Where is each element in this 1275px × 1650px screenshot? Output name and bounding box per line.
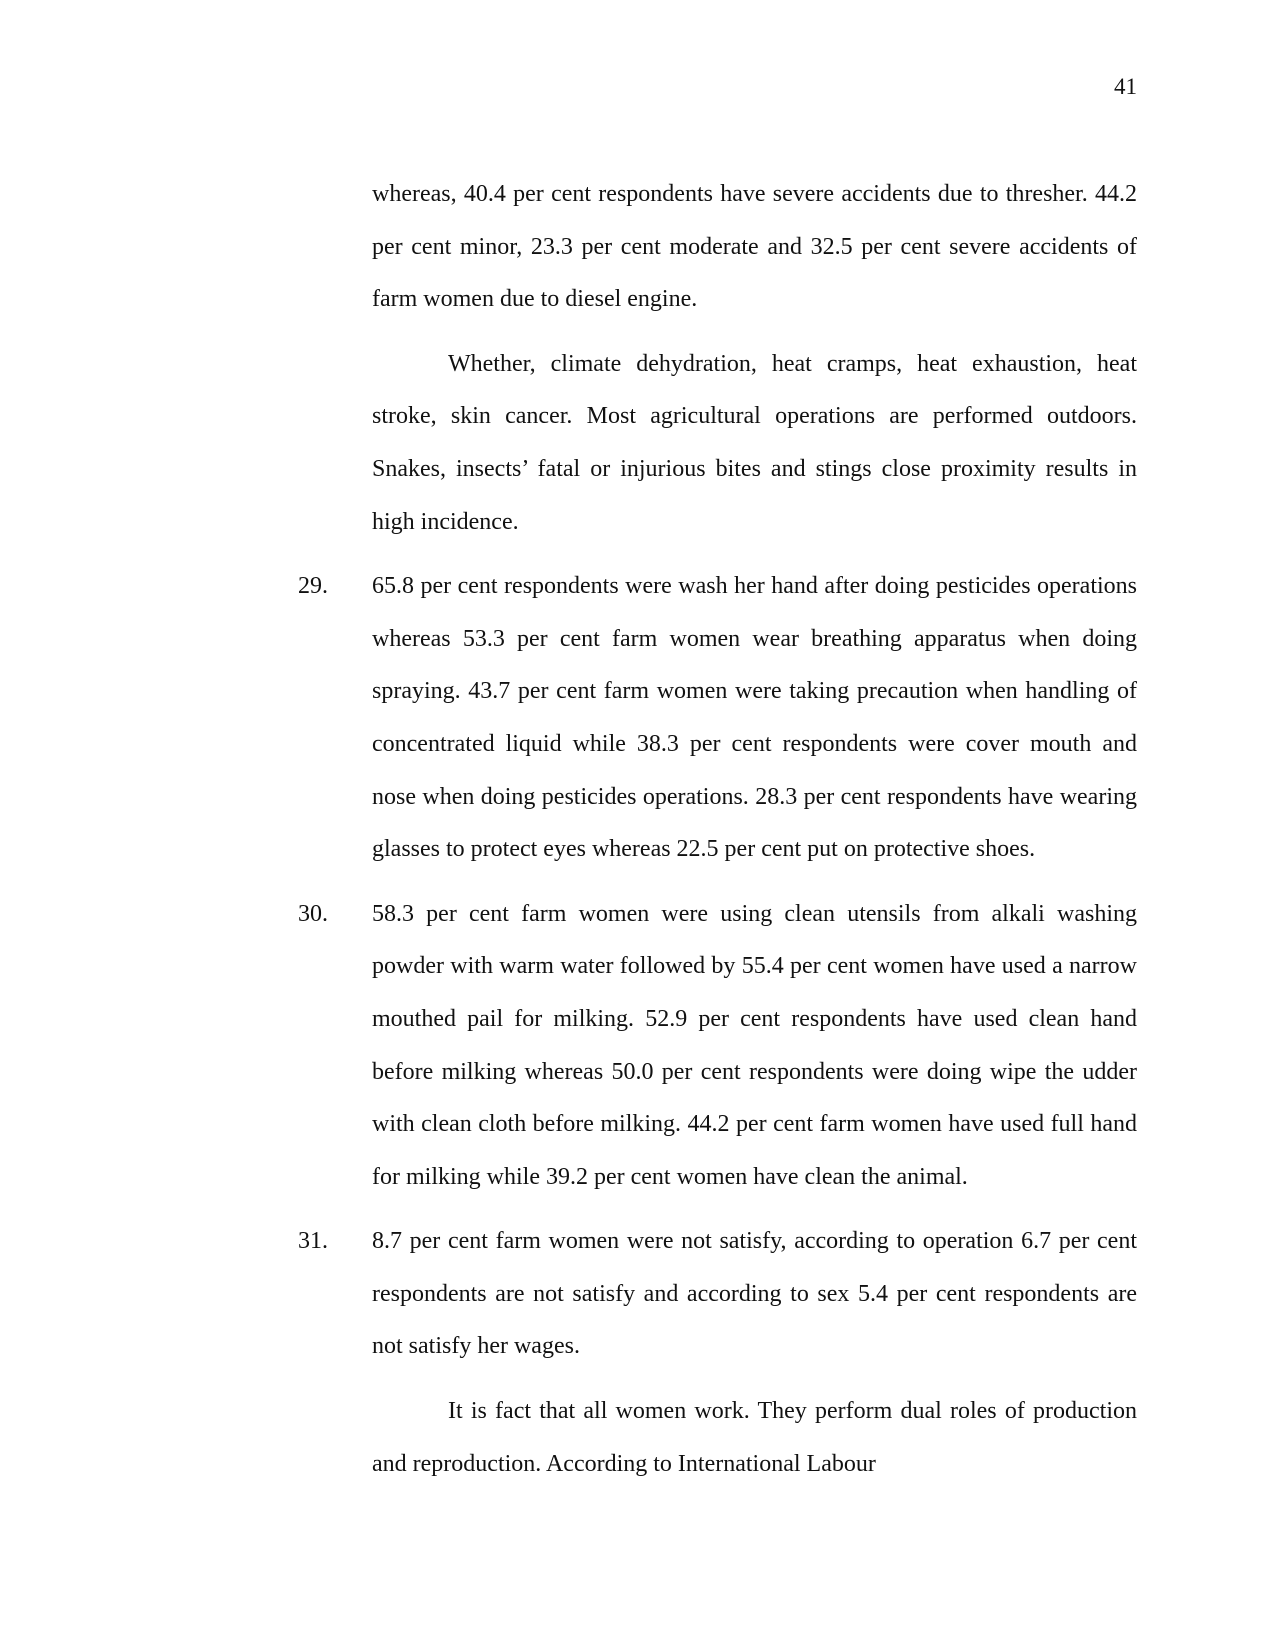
numbered-item-30 (298, 888, 1137, 1204)
item-number: 30. (298, 900, 328, 927)
paragraph-climate: Whether, climate dehydration, heat cramps, heat exhaustion, heat stroke, skin cancer. Most agricultural operations are performed outdoors. Snakes, insects’ fatal or injurious bites and stings close proximity results in high incidence. (372, 350, 1137, 535)
page-number: 41 (1114, 74, 1137, 99)
numbered-item-31 (298, 1215, 1137, 1373)
item-text: 65.8 per cent respondents were wash her hand after doing pesticides operations whereas 53.3 per cent farm women wear breathing apparatus when doing spraying. 43.7 per cent farm women were taking precaution when handling of concentrated liquid while 38.3 per cent respondents were cover mouth and nose when doing pesticides operations. 28.3 per cent respondents have wearing glasses to protect eyes whereas 22.5 per cent put on protective shoes. (372, 573, 1137, 863)
item-number: 29. (298, 573, 328, 600)
document-body (298, 168, 1137, 1490)
item-text: 8.7 per cent farm women were not satisfy, according to operation 6.7 per cent respondents are not satisfy and according to sex 5.4 per cent respondents are not satisfy her wages. (372, 1228, 1137, 1360)
item-text: 58.3 per cent farm women were using clean utensils from alkali washing powder with warm water followed by 55.4 per cent women have used a narrow mouthed pail for milking. 52.9 per cent respondents have used clean hand before milking whereas 50.0 per cent respondents were doing wipe the udder with clean cloth before milking. 44.2 per cent farm women have used full hand for milking while 39.2 per cent women have clean the animal. (372, 900, 1137, 1190)
paragraph-women-work: It is fact that all women work. They perform dual roles of production and reproduction. According to International Labour (372, 1398, 1137, 1477)
paragraph-continuation: whereas, 40.4 per cent respondents have severe accidents due to thresher. 44.2 per cent minor, 23.3 per cent moderate and 32.5 per cent severe accidents of farm women due to diesel engine. (372, 181, 1137, 313)
numbered-item-29 (298, 560, 1137, 876)
item-number: 31. (298, 1228, 328, 1255)
